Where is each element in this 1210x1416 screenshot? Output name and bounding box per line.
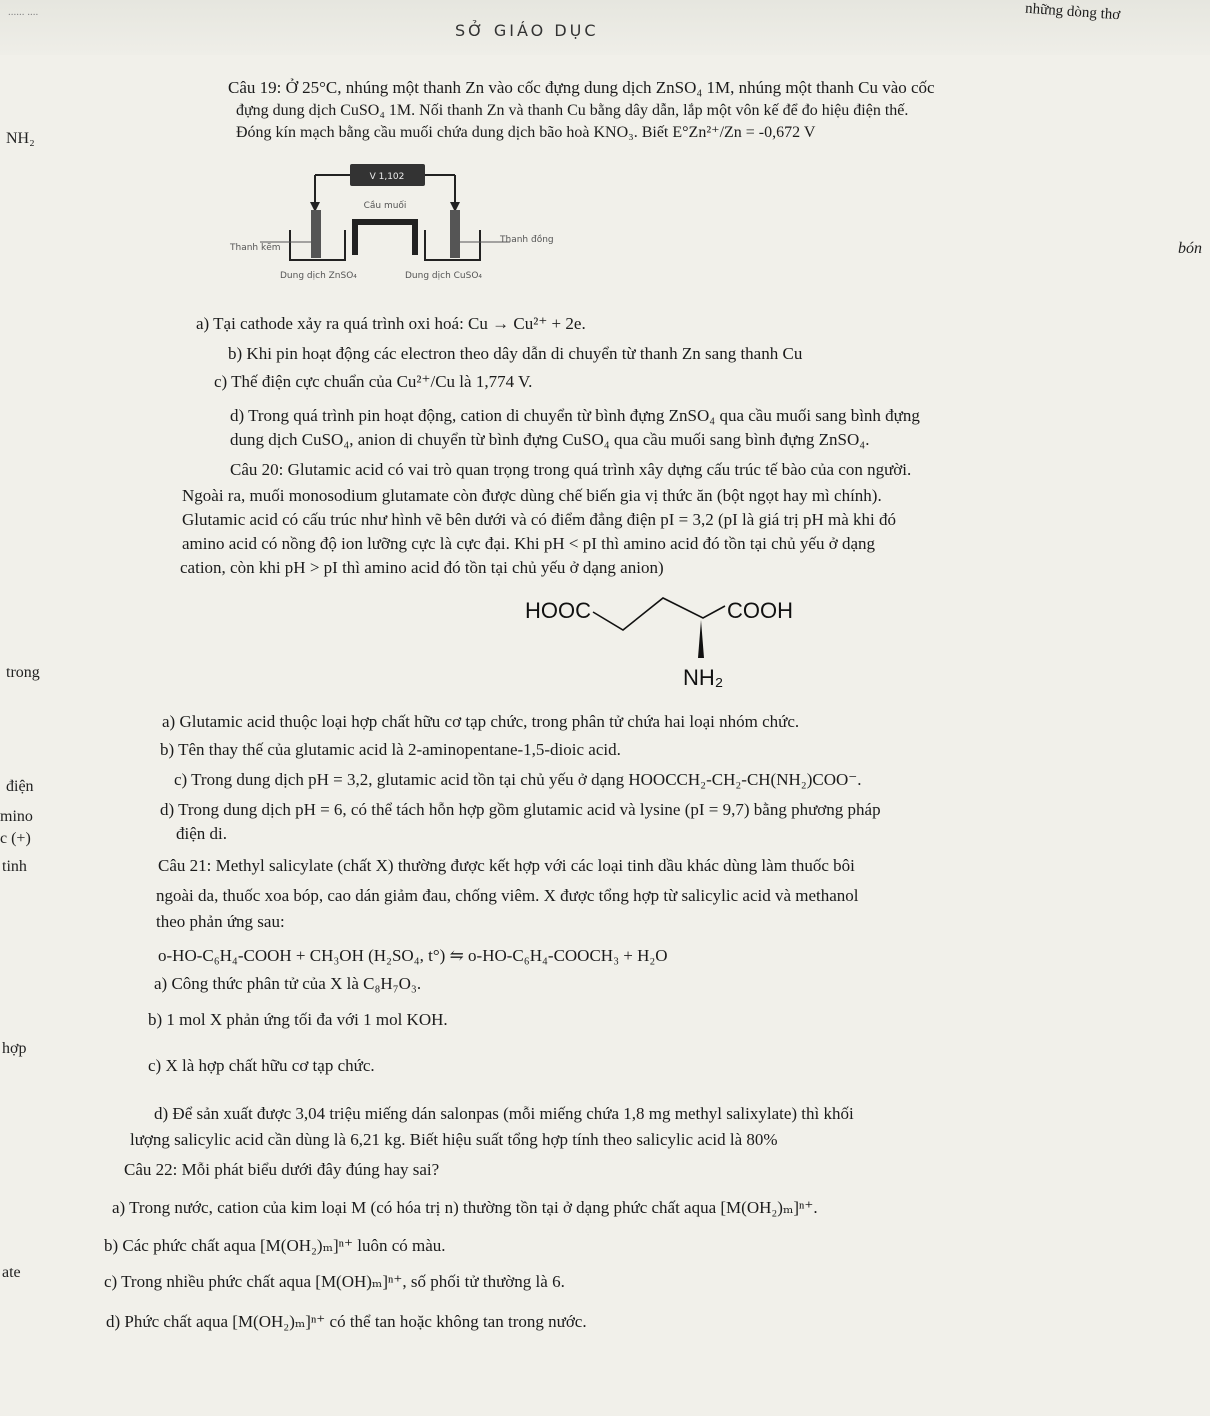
margin-text: trong bbox=[6, 664, 40, 681]
margin-text: điện bbox=[6, 778, 34, 795]
q22-option-c: c) Trong nhiều phức chất aqua [M(OH)ₘ]ⁿ⁺, số phối tử thường là 6. bbox=[104, 1272, 565, 1291]
q21-line3: theo phản ứng sau: bbox=[156, 912, 285, 931]
copper-bar-label: Thanh đồng bbox=[500, 235, 554, 245]
salt-bridge bbox=[355, 222, 415, 255]
margin-text: ate bbox=[2, 1264, 21, 1281]
q19-option-b: b) Khi pin hoạt động các electron theo dây dẫn di chuyển từ thanh Zn sang thanh Cu bbox=[228, 344, 803, 363]
q19-option-c: c) Thế điện cực chuẩn của Cu²⁺/Cu là 1,774 V. bbox=[214, 372, 533, 391]
copper-bar bbox=[450, 210, 460, 258]
structure-nh2: NH₂ bbox=[683, 665, 724, 690]
q21-option-b: b) 1 mol X phản ứng tối đa với 1 mol KOH. bbox=[148, 1010, 448, 1029]
q20-line5: cation, còn khi pH > pI thì amino acid đó tồn tại chủ yếu ở dạng anion) bbox=[180, 558, 664, 577]
q20-option-c: c) Trong dung dịch pH = 3,2, glutamic acid tồn tại chủ yếu ở dạng HOOCCH₂-CH₂-CH(NH₂)COO⁻. bbox=[174, 770, 862, 789]
carbon-chain bbox=[593, 598, 725, 630]
q21-line2: ngoài da, thuốc xoa bóp, cao dán giảm đau, chống viêm. X được tổng hợp từ salicylic acid và methanol bbox=[156, 886, 859, 905]
q22-option-d: d) Phức chất aqua [M(OH₂)ₘ]ⁿ⁺ có thể tan hoặc không tan trong nước. bbox=[106, 1312, 587, 1331]
q20-option-b: b) Tên thay thế của glutamic acid là 2-aminopentane-1,5-dioic acid. bbox=[160, 740, 621, 759]
q21-option-d2: lượng salicylic acid cần dùng là 6,21 kg. Biết hiệu suất tổng hợp tính theo salicylic acid là 80% bbox=[130, 1130, 778, 1149]
q19-option-d1: d) Trong quá trình pin hoạt động, cation di chuyển từ bình đựng ZnSO₄ qua cầu muối sang bình đựng bbox=[230, 406, 920, 425]
zinc-bar-label: Thanh kẽm bbox=[230, 243, 281, 253]
galvanic-cell-diagram bbox=[200, 160, 554, 295]
q19-option-d2: dung dịch CuSO₄, anion di chuyển từ bình đựng CuSO₄ qua cầu muối sang bình đựng ZnSO₄. bbox=[230, 430, 870, 449]
banner-text: SỞ GIÁO DỤC bbox=[455, 21, 599, 40]
faint-header-text: ...... .... bbox=[8, 6, 39, 18]
q20-line2: Ngoài ra, muối monosodium glutamate còn được dùng chế biến gia vị thức ăn (bột ngọt hay mì chính). bbox=[182, 486, 882, 505]
znso4-label: Dung dịch ZnSO₄ bbox=[280, 271, 357, 281]
margin-text: bón bbox=[1178, 240, 1202, 257]
q20-line1: Câu 20: Glutamic acid có vai trò quan trọng trong quá trình xây dựng cấu trúc tế bào của con người. bbox=[230, 460, 912, 479]
q19-option-a: a) Tại cathode xảy ra quá trình oxi hoá: Cu → Cu²⁺ + 2e. bbox=[196, 314, 586, 333]
q19-line2: đựng dung dịch CuSO₄ 1M. Nối thanh Zn và thanh Cu bằng dây dẫn, lắp một vôn kế để đo hiệu điện thế. bbox=[236, 102, 909, 119]
q21-option-a: a) Công thức phân tử của X là C₈H₇O₃. bbox=[154, 974, 422, 993]
q22-option-b: b) Các phức chất aqua [M(OH₂)ₘ]ⁿ⁺ luôn có màu. bbox=[104, 1236, 446, 1255]
cuso4-label: Dung dịch CuSO₄ bbox=[405, 271, 483, 281]
q21-reaction: o-HO-C₆H₄-COOH + CH₃OH (H₂SO₄, t°) ⇋ o-HO-C₆H₄-COOCH₃ + H₂O bbox=[158, 946, 668, 965]
q22-line1: Câu 22: Mỗi phát biểu dưới đây đúng hay sai? bbox=[124, 1160, 440, 1179]
margin-text: tinh bbox=[2, 858, 27, 875]
structure-cooh: COOH bbox=[727, 598, 793, 623]
structure-hooc: HOOC bbox=[525, 598, 591, 623]
wedge-bond bbox=[698, 620, 704, 658]
margin-text: NH₂ bbox=[6, 130, 35, 147]
voltmeter-label: V 1,102 bbox=[369, 172, 405, 182]
margin-text: mino bbox=[0, 808, 33, 825]
top-right-text: những dòng thơ bbox=[1024, 0, 1121, 24]
q22-option-a: a) Trong nước, cation của kim loại M (có hóa trị n) thường tồn tại ở dạng phức chất aqua [M(OH₂)ₘ]ⁿ⁺. bbox=[112, 1198, 818, 1217]
q21-option-d1: d) Để sản xuất được 3,04 triệu miếng dán salonpas (mỗi miếng chứa 1,8 mg methyl salixylate) thì khối bbox=[154, 1104, 854, 1123]
q20-option-d1: d) Trong dung dịch pH = 6, có thể tách hỗn hợp gồm glutamic acid và lysine (pI = 9,7) bằng phương pháp bbox=[160, 800, 881, 819]
salt-bridge-label: Cầu muối bbox=[363, 201, 407, 211]
margin-text: c (+) bbox=[0, 830, 31, 847]
q20-option-d2: điện di. bbox=[176, 824, 227, 843]
q21-option-c: c) X là hợp chất hữu cơ tạp chức. bbox=[148, 1056, 375, 1075]
q20-option-a: a) Glutamic acid thuộc loại hợp chất hữu cơ tạp chức, trong phân tử chứa hai loại nhóm chức. bbox=[162, 712, 800, 731]
q20-line4: amino acid có nồng độ ion lưỡng cực là cực đại. Khi pH < pI thì amino acid đó tồn tại chủ yếu ở dạng bbox=[182, 534, 876, 553]
margin-text: hợp bbox=[2, 1040, 27, 1057]
q19-line3: Đóng kín mạch bằng cầu muối chứa dung dịch bão hoà KNO₃. Biết E°Zn²⁺/Zn = -0,672 V bbox=[236, 124, 816, 141]
q20-line3: Glutamic acid có cấu trúc như hình vẽ bên dưới và có điểm đẳng điện pI = 3,2 (pI là giá trị pH mà khi đó bbox=[182, 510, 896, 529]
glutamic-acid-structure bbox=[515, 590, 815, 700]
q19-line1: Câu 19: Ở 25°C, nhúng một thanh Zn vào cốc đựng dung dịch ZnSO₄ 1M, nhúng một thanh Cu vào cốc bbox=[228, 78, 935, 97]
zinc-bar bbox=[311, 210, 321, 258]
q21-line1: Câu 21: Methyl salicylate (chất X) thường được kết hợp với các loại tinh dầu khác dùng làm thuốc bôi bbox=[158, 856, 855, 875]
